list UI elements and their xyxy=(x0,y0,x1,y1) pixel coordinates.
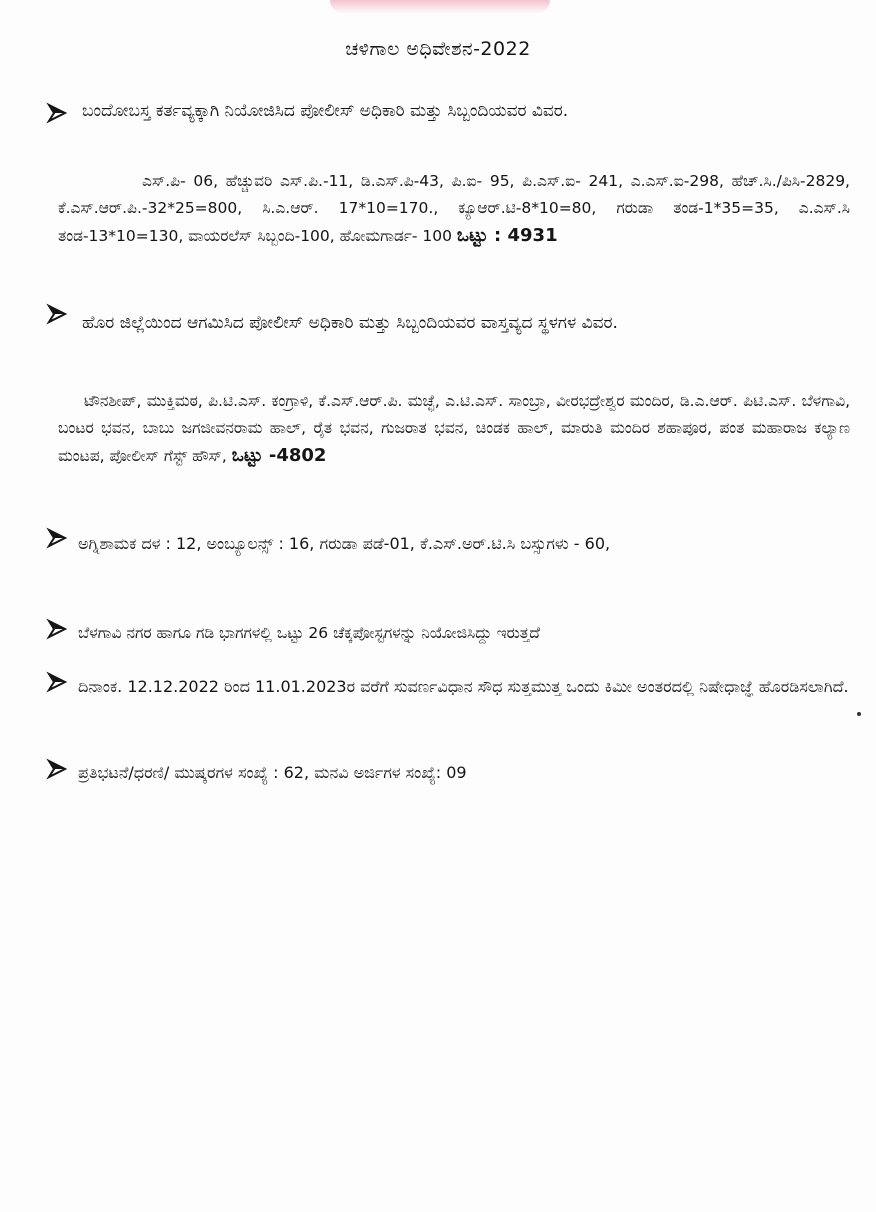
section-1-details: ಎಸ್.ಪಿ- 06, ಹೆಚ್ಚುವರಿ ಎಸ್.ಪಿ.-11, ಡಿ.ಎಸ್.ಪಿ-43, ಪಿ.ಐ- 95, ಪಿ.ಎಸ್.ಐ- 241, ಎ.ಎಸ್.ಐ-298, ಹೆಚ್.ಸಿ./ಪಿಸಿ-2829, ಕೆ.ಎಸ್.ಆರ್.ಪಿ.-32*25=800, ಸಿ.ಎ.ಆರ್. 17*10=170., ಕ್ಯೂಆರ್.ಟಿ-8*10=80, ಗರುಡಾ ತಂಡ-1*35=35, ಎ.ಎಸ್.ಸಿ ತಂಡ-13*10=130, ವಾಯರಲೆಸ್ ಸಿಬ್ಬಂದಿ-100, ಹೋಮಗಾರ್ಡ- 100 xyxy=(58,172,850,245)
section-1-heading: ಬಂದೋಬಸ್ತ ಕರ್ತವ್ಯಕ್ಕಾಗಿ ನಿಯೋಜಿಸಿದ ಪೋಲೀಸ್ ಅಧಿಕಾರಿ ಮತ್ತು ಸಿಬ್ಬಂದಿಯವರ ವಿವರ. xyxy=(82,101,569,121)
section-2-heading: ಹೊರ ಜಿಲ್ಲೆಯಿಂದ ಆಗಮಿಸಿದ ಪೋಲೀಸ್ ಅಧಿಕಾರಿ ಮತ್ತು ಸಿಬ್ಬಂದಿಯವರ ವಾಸ್ತವ್ಯದ ಸ್ಥಳಗಳ ವಿವರ. xyxy=(82,313,618,333)
point-checkposts: ಬೆಳಗಾವಿ ನಗರ ಹಾಗೂ ಗಡಿ ಭಾಗಗಳಲ್ಲಿ ಒಟ್ಟು 26 ಚೆಕ್ಕಪೋಸ್ಟಗಳನ್ನು ನಿಯೋಜಿಸಿದ್ದು ಇರುತ್ತದೆ xyxy=(78,624,540,642)
point-fire-ambulance: ಅಗ್ನಿಶಾಮಕ ದಳ : 12, ಅಂಬ್ಯೂಲನ್ಸ್ : 16, ಗರುಡಾ ಪಡೆ-01, ಕೆ.ಎಸ್.ಅರ್.ಟಿ.ಸಿ ಬಸ್ಸುಗಳು - 60, xyxy=(78,534,611,553)
top-edge-stain xyxy=(330,0,550,14)
section-2-body xyxy=(58,388,850,470)
section-2-details: ಟೌನಶೀಪ್, ಮುಕ್ತಿಮಠ, ಪಿ.ಟಿ.ಎಸ್. ಕಂಗ್ರಾಳಿ, ಕೆ.ಎಸ್.ಆರ್.ಪಿ. ಮಚ್ಛೆ, ಎ.ಟಿ.ಎಸ್. ಸಾಂಬ್ರಾ, ವೀರಭದ್ರೇಶ್ವರ ಮಂದಿರ, ಡಿ.ಎ.ಆರ್. ಪಿಟಿ.ಎಸ್. ಬೆಳಗಾವಿ, ಬಂಟರ ಭವನ, ಬಾಬು ಜಗಜೀವನರಾಮ ಹಾಲ್, ರೈತ ಭವನ, ಗುಜರಾತ ಭವನ, ಚಿಂಡಕ ಹಾಲ್, ಮಾರುತಿ ಮಂದಿರ ಶಹಾಪೂರ, ಪಂತ ಮಹಾರಾಜ ಕಲ್ಯಾಣ ಮಂಟಪ, ಪೋಲೀಸ್ ಗೆಸ್ಟ್ ಹೌಸ್, xyxy=(58,392,850,465)
arrow-bullet-icon xyxy=(46,303,68,325)
document-title: ಚಳಿಗಾಲ ಅಧಿವೇಶನ-2022 xyxy=(345,38,531,60)
point-protests-petitions: ಪ್ರತಿಭಟನೆ/ಧರಣಿ/ ಮುಷ್ಕರಗಳ ಸಂಖ್ಯೆ : 62, ಮನವಿ ಅರ್ಜಿಗಳ ಸಂಖ್ಯೆ: 09 xyxy=(78,763,467,782)
arrow-bullet-icon xyxy=(46,618,68,640)
arrow-bullet-icon xyxy=(46,527,68,549)
arrow-bullet-icon xyxy=(46,671,68,693)
arrow-bullet-icon xyxy=(46,102,68,124)
section-1-body xyxy=(58,168,850,250)
section-2-total: ಒಟ್ಟು -4802 xyxy=(231,445,327,466)
arrow-bullet-icon xyxy=(46,758,68,780)
section-1-total: ಒಟ್ಟು : 4931 xyxy=(456,225,558,246)
stray-mark xyxy=(857,712,861,716)
point-prohibitory-order: ದಿನಾಂಕ. 12.12.2022 ರಿಂದ 11.01.2023ರ ವರೆಗೆ ಸುವರ್ಣವಿಧಾನ ಸೌಧ ಸುತ್ತಮುತ್ತ ಒಂದು ಕಿಮೀ ಅಂತರದಲ್ಲಿ ನಿಷೇಧಾಜ್ಞೆ ಹೊರಡಿಸಲಾಗಿದೆ. xyxy=(78,677,849,696)
